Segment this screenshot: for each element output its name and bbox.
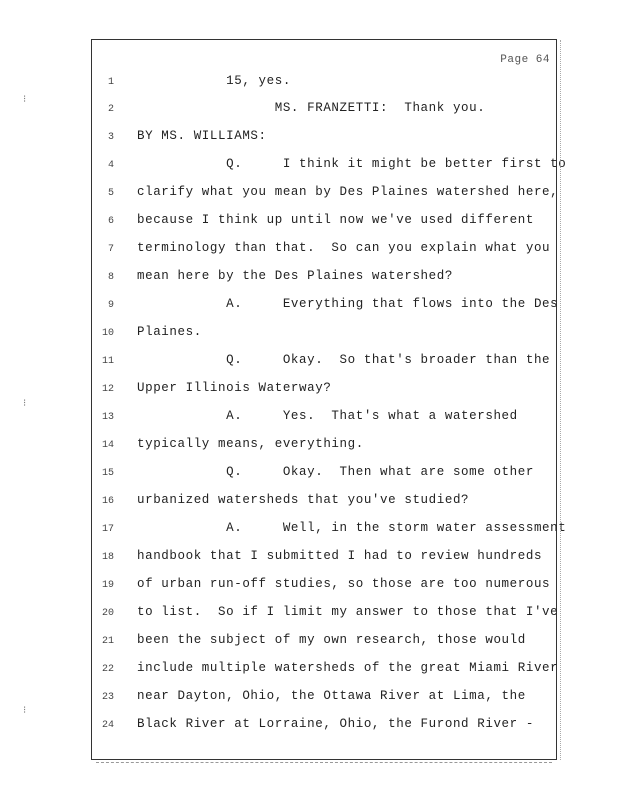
line-text: because I think up until now we've used different bbox=[137, 213, 534, 227]
line-text: A. Everything that flows into the Des bbox=[137, 297, 559, 311]
line-text: MS. FRANZETTI: Thank you. bbox=[137, 101, 486, 115]
line-number: 6 bbox=[107, 216, 114, 227]
line-number: 4 bbox=[107, 160, 114, 171]
line-number: 1 bbox=[107, 77, 114, 88]
line-number: 8 bbox=[107, 272, 114, 283]
line-number: 10 bbox=[101, 328, 114, 339]
line-number: 5 bbox=[107, 188, 114, 199]
line-text: Q. Okay. Then what are some other bbox=[137, 465, 534, 479]
line-text: handbook that I submitted I had to review hundreds bbox=[137, 549, 543, 563]
line-number: 9 bbox=[107, 300, 114, 311]
scan-artifact-mark: ⁝ bbox=[23, 95, 27, 106]
line-number: 15 bbox=[101, 468, 114, 479]
line-number: 20 bbox=[101, 608, 114, 619]
line-text: terminology than that. So can you explain what you bbox=[137, 241, 551, 255]
line-text: Q. Okay. So that's broader than the bbox=[137, 353, 551, 367]
line-text: near Dayton, Ohio, the Ottawa River at Lima, the bbox=[137, 689, 526, 703]
line-text: mean here by the Des Plaines watershed? bbox=[137, 269, 453, 283]
line-number: 3 bbox=[107, 132, 114, 143]
line-number: 18 bbox=[101, 552, 114, 563]
line-text: to list. So if I limit my answer to those that I've bbox=[137, 605, 559, 619]
line-text: of urban run-off studies, so those are too numerous bbox=[137, 577, 551, 591]
line-text: Plaines. bbox=[137, 325, 202, 339]
line-text: Q. I think it might be better first to bbox=[137, 157, 567, 171]
line-number: 16 bbox=[101, 496, 114, 507]
line-text: A. Yes. That's what a watershed bbox=[137, 409, 518, 423]
line-number: 11 bbox=[101, 356, 114, 367]
line-text: Black River at Lorraine, Ohio, the Furond River - bbox=[137, 717, 534, 731]
line-text: include multiple watersheds of the great Miami River bbox=[137, 661, 559, 675]
line-number: 14 bbox=[101, 440, 114, 451]
right-margin-rule bbox=[560, 40, 562, 760]
line-text: been the subject of my own research, those would bbox=[137, 633, 526, 647]
line-number: 13 bbox=[101, 412, 114, 423]
line-number: 12 bbox=[101, 384, 114, 395]
line-number: 21 bbox=[101, 636, 114, 647]
line-text: A. Well, in the storm water assessment bbox=[137, 521, 567, 535]
page-number: Page 64 bbox=[500, 54, 550, 66]
line-text: clarify what you mean by Des Plaines watershed here, bbox=[137, 185, 559, 199]
transcript-page bbox=[91, 39, 567, 760]
line-text: typically means, everything. bbox=[137, 437, 364, 451]
line-number: 22 bbox=[101, 664, 114, 675]
line-number: 19 bbox=[101, 580, 114, 591]
line-text: 15, yes. bbox=[137, 74, 291, 88]
line-number: 7 bbox=[107, 244, 114, 255]
line-number: 2 bbox=[107, 104, 114, 115]
footer-rule bbox=[96, 762, 552, 764]
scan-artifact-mark: ⁝ bbox=[23, 399, 27, 410]
line-number: 23 bbox=[101, 692, 114, 703]
line-number: 24 bbox=[101, 720, 114, 731]
scan-artifact-mark: ⁝ bbox=[23, 706, 27, 717]
line-text: urbanized watersheds that you've studied? bbox=[137, 493, 470, 507]
line-text: Upper Illinois Waterway? bbox=[137, 381, 332, 395]
line-text: BY MS. WILLIAMS: bbox=[137, 129, 267, 143]
line-number: 17 bbox=[101, 524, 114, 535]
